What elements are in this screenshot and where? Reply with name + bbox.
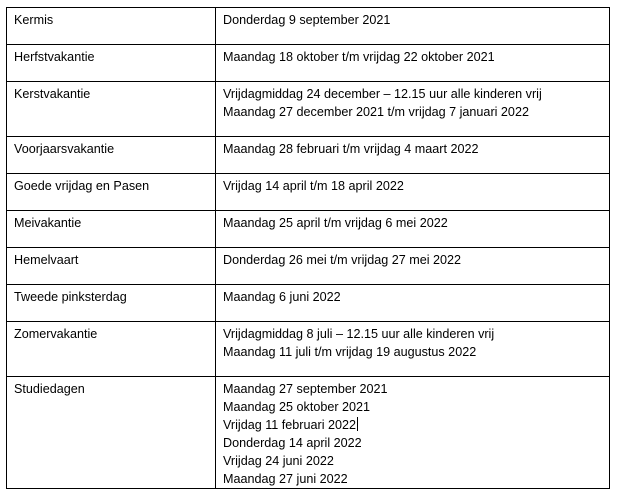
- date-line: Maandag 27 juni 2022: [223, 472, 348, 486]
- row-label: Meivakantie: [7, 211, 216, 248]
- table-row: [7, 8, 610, 45]
- row-dates: [216, 248, 610, 285]
- date-line: Maandag 25 april t/m vrijdag 6 mei 2022: [223, 216, 448, 230]
- row-dates: [216, 137, 610, 174]
- row-label: Voorjaarsvakantie: [7, 137, 216, 174]
- table-row: [7, 285, 610, 322]
- row-dates: [216, 8, 610, 45]
- row-dates: [216, 377, 610, 489]
- row-label: Zomervakantie: [7, 322, 216, 377]
- date-line: Vrijdag 14 april t/m 18 april 2022: [223, 179, 404, 193]
- date-line: Maandag 18 oktober t/m vrijdag 22 oktober 2021: [223, 50, 495, 64]
- row-dates: [216, 211, 610, 248]
- date-line: Vrijdagmiddag 24 december – 12.15 uur alle kinderen vrij: [223, 87, 542, 101]
- date-line: Maandag 27 september 2021: [223, 382, 388, 396]
- table-row: [7, 211, 610, 248]
- date-line: Vrijdagmiddag 8 juli – 12.15 uur alle kinderen vrij: [223, 327, 495, 341]
- date-line: Maandag 28 februari t/m vrijdag 4 maart 2022: [223, 142, 479, 156]
- table-row: [7, 377, 610, 489]
- date-line: Maandag 25 oktober 2021: [223, 400, 371, 414]
- table-row: [7, 137, 610, 174]
- table-row: [7, 322, 610, 377]
- table-row: [7, 174, 610, 211]
- row-dates: [216, 285, 610, 322]
- date-line: Donderdag 9 september 2021: [223, 13, 391, 27]
- row-dates: [216, 45, 610, 82]
- date-line: Maandag 11 juli t/m vrijdag 19 augustus 2022: [223, 345, 477, 359]
- date-line-with-caret[interactable]: [223, 416, 603, 434]
- row-label: Tweede pinksterdag: [7, 285, 216, 322]
- row-dates: [216, 322, 610, 377]
- date-line: Vrijdag 24 juni 2022: [223, 454, 334, 468]
- date-line: Donderdag 14 april 2022: [223, 436, 362, 450]
- row-dates: [216, 82, 610, 137]
- row-label: Goede vrijdag en Pasen: [7, 174, 216, 211]
- table-row: [7, 248, 610, 285]
- date-line-text: Vrijdag 11 februari 2022: [223, 418, 357, 432]
- row-label: Kermis: [7, 8, 216, 45]
- row-dates: [216, 174, 610, 211]
- table-row: [7, 45, 610, 82]
- date-line: Donderdag 26 mei t/m vrijdag 27 mei 2022: [223, 253, 462, 267]
- text-cursor: [357, 417, 358, 431]
- row-label: Herfstvakantie: [7, 45, 216, 82]
- date-line: Maandag 27 december 2021 t/m vrijdag 7 januari 2022: [223, 105, 529, 119]
- row-label: Studiedagen: [7, 377, 216, 489]
- holiday-schedule-table: [6, 7, 610, 489]
- row-label: Hemelvaart: [7, 248, 216, 285]
- table-row: [7, 82, 610, 137]
- date-line: Maandag 6 juni 2022: [223, 290, 341, 304]
- row-label: Kerstvakantie: [7, 82, 216, 137]
